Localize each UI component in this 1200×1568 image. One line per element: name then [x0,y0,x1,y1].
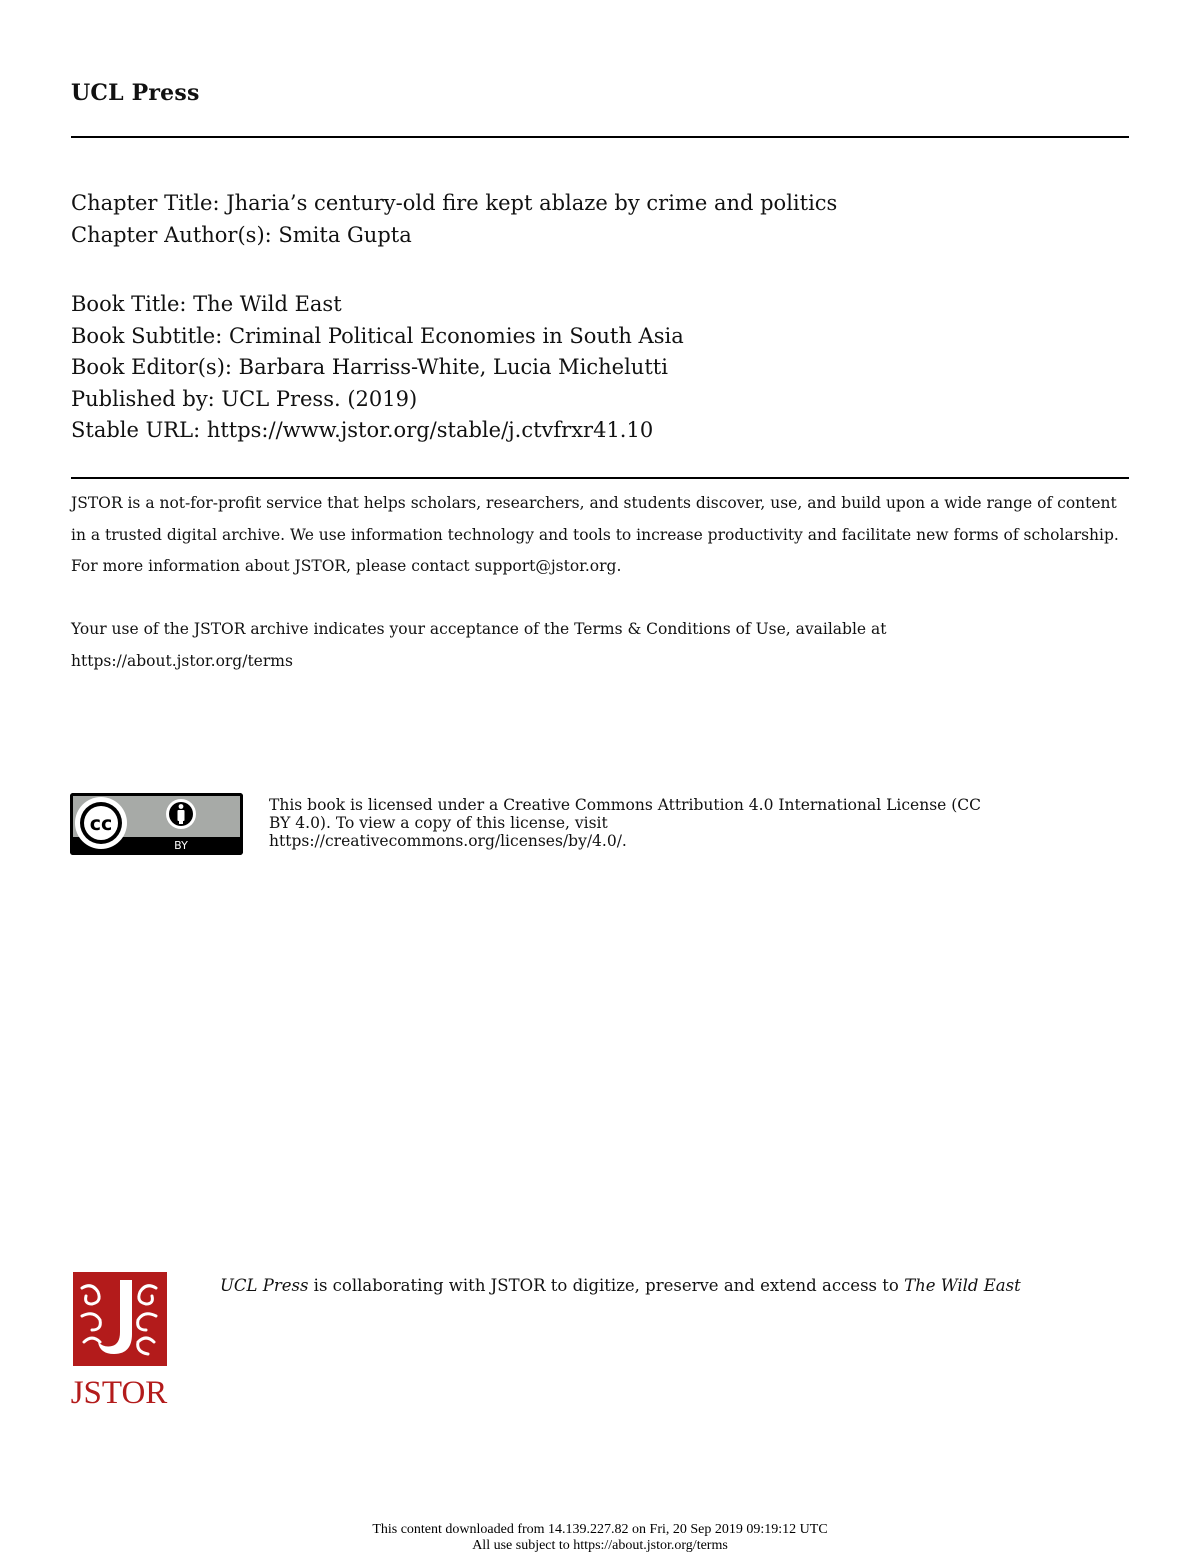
cc-by-badge-icon[interactable] [70,793,243,855]
chapter-author: Chapter Author(s): Smita Gupta [71,222,412,247]
jstor-description: JSTOR is a not-for-profit service that helps scholars, researchers, and students discover, use, and build upon a wide range of content in a trusted digital archive. We use information technology and tools to increase productivity and facilitate new forms of scholarship. For more information about JSTOR, please contact support@jstor.org. [71,494,1119,575]
published-by: Published by: UCL Press. (2019) [71,386,418,411]
footer-line-1: This content downloaded from 14.139.227.82 on Fri, 20 Sep 2019 09:19:12 UTC [372,1522,828,1537]
license-link[interactable]: https://creativecommons.org/licenses/by/4.0/. [269,832,627,850]
middle-divider [71,477,1129,479]
license-line-2: BY 4.0). To view a copy of this license, visit [269,814,608,832]
collab-book-title: The Wild East [904,1276,1021,1295]
footer-line-2: All use subject to https://about.jstor.org/terms [472,1538,728,1553]
terms-notice-text: Your use of the JSTOR archive indicates your acceptance of the Terms & Conditions of Use, available at [71,620,887,638]
publisher-name: UCL Press [71,80,200,106]
top-divider [71,136,1129,138]
collab-text: is collaborating with JSTOR to digitize, preserve and extend access to [308,1276,905,1295]
jstor-logo-icon [70,1272,168,1408]
download-footer [0,1522,1200,1554]
chapter-title: Chapter Title: Jharia’s century-old fire kept ablaze by crime and politics [71,191,838,215]
book-info [71,289,684,447]
chapter-info [71,188,837,251]
license-line-1: This book is licensed under a Creative Commons Attribution 4.0 International License (CC [269,796,982,814]
license-text [269,796,1069,850]
collab-publisher: UCL Press [220,1276,309,1295]
jstor-wordmark: JSTOR [70,1375,168,1408]
cc-badge-text: cc [89,813,113,835]
by-badge-text: BY [174,839,188,852]
collaboration-note [220,1276,1050,1295]
terms-notice [71,614,1131,677]
terms-link[interactable]: https://about.jstor.org/terms [71,651,293,670]
book-subtitle: Book Subtitle: Criminal Political Economies in South Asia [71,323,684,348]
book-title: Book Title: The Wild East [71,292,342,316]
stable-url[interactable]: Stable URL: https://www.jstor.org/stable/j.ctvfrxr41.10 [71,418,654,442]
book-editors: Book Editor(s): Barbara Harriss-White, Lucia Michelutti [71,355,668,379]
